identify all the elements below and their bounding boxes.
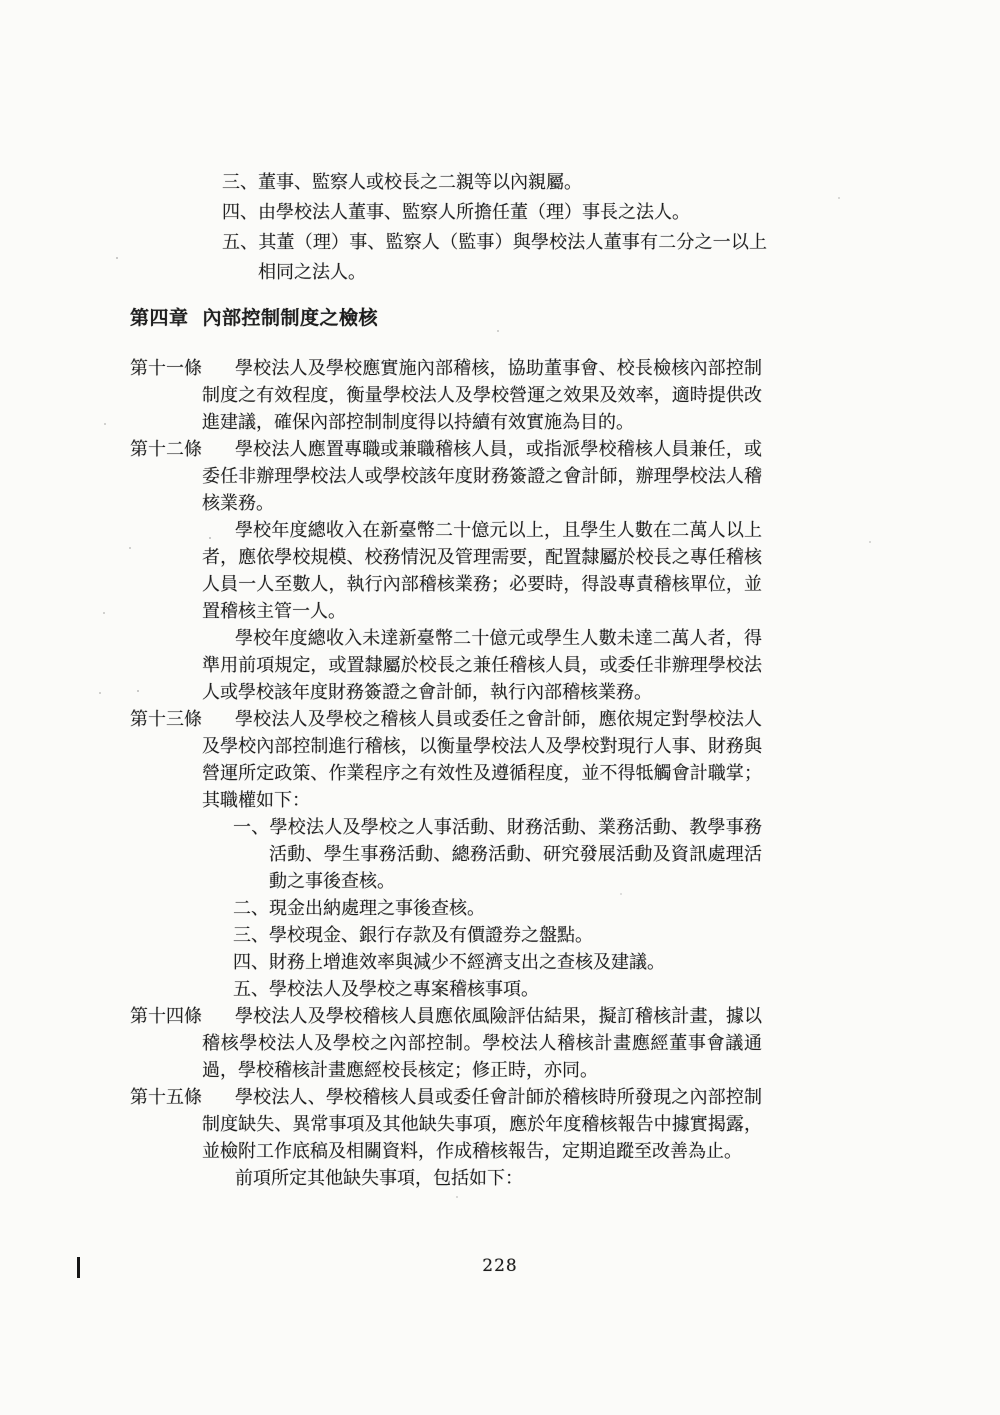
clause-label: 四、 bbox=[233, 952, 269, 973]
scan-speck bbox=[103, 612, 105, 614]
clause-item bbox=[233, 949, 762, 976]
clause-text: 學校法人及學校之專案稽核事項。 bbox=[269, 979, 539, 1000]
list-item-text: 由學校法人董事、監察人所擔任董（理）事長之法人。 bbox=[258, 202, 690, 223]
margin-mark bbox=[77, 1257, 80, 1278]
article-paragraph: 學校法人及學校之稽核人員或委任之會計師，應依規定對學校法人及學校內部控制進行稽核，以衡量學校法人及學校對現行人事、財務與營運所定政策、作業程序之有效性及遵循程度，並不得牴觸會計職掌；其職權如下： bbox=[202, 709, 762, 811]
article-11 bbox=[130, 355, 762, 436]
clause-label: 五、 bbox=[233, 979, 269, 1000]
list-item bbox=[222, 228, 767, 288]
article-13 bbox=[130, 706, 762, 1003]
clause-item bbox=[233, 922, 762, 949]
clause-item bbox=[233, 895, 762, 922]
clause-label: 二、 bbox=[233, 898, 269, 919]
scan-speck bbox=[838, 197, 840, 199]
scan-speck bbox=[104, 423, 106, 425]
article-paragraph: 學校年度總收入在新臺幣二十億元以上，且學生人數在二萬人以上者，應依學校規模、校務情況及管理需要，配置隸屬於校長之專任稽核人員一人至數人，執行內部稽核業務；必要時，得設專責稽核單位，並置稽核主管一人。 bbox=[202, 520, 762, 622]
clause-item bbox=[233, 814, 762, 895]
list-item bbox=[222, 168, 767, 198]
scan-speck bbox=[129, 547, 131, 549]
scan-speck bbox=[116, 257, 118, 259]
clause-text: 財務上增進效率與減少不經濟支出之查核及建議。 bbox=[269, 952, 665, 973]
article-paragraph: 學校法人應置專職或兼職稽核人員，或指派學校稽核人員兼任，或委任非辦理學校法人或學校該年度財務簽證之會計師，辦理學校法人稽核業務。 bbox=[202, 439, 762, 514]
chapter-heading bbox=[130, 303, 378, 330]
article-number: 第十四條 bbox=[130, 1006, 202, 1027]
article-12 bbox=[130, 436, 762, 706]
scan-speck bbox=[137, 690, 139, 692]
clause-item bbox=[233, 976, 762, 1003]
article-15 bbox=[130, 1084, 762, 1192]
list-item bbox=[222, 198, 767, 228]
article-paragraph: 學校法人及學校應實施內部稽核，協助董事會、校長檢核內部控制制度之有效程度，衡量學校法人及學校營運之效果及效率，適時提供改進建議，確保內部控制制度得以持續有效實施為目的。 bbox=[202, 358, 762, 433]
page-number: 228 bbox=[482, 1256, 518, 1276]
scan-speck bbox=[620, 893, 622, 895]
articles-section bbox=[130, 355, 762, 1192]
top-list bbox=[222, 168, 767, 288]
scan-speck bbox=[209, 537, 211, 539]
scan-speck bbox=[497, 330, 499, 332]
article-paragraph: 前項所定其他缺失事項，包括如下： bbox=[235, 1168, 523, 1189]
article-paragraph: 學校法人及學校稽核人員應依風險評估結果，擬訂稽核計畫，據以稽核學校法人及學校之內部控制。學校法人稽核計畫應經董事會議通過，學校稽核計畫應經校長核定；修正時，亦同。 bbox=[202, 1006, 762, 1081]
article-paragraph: 學校法人、學校稽核人員或委任會計師於稽核時所發現之內部控制制度缺失、異常事項及其他缺失事項，應於年度稽核報告中據實揭露，並檢附工作底稿及相關資料，作成稽核報告，定期追蹤至改善為止。 bbox=[202, 1087, 762, 1162]
article-number: 第十五條 bbox=[130, 1087, 202, 1108]
clause-text: 現金出納處理之事後查核。 bbox=[269, 898, 485, 919]
article-14 bbox=[130, 1003, 762, 1084]
list-item-label: 三、 bbox=[222, 172, 258, 193]
clause-text: 學校法人及學校之人事活動、財務活動、業務活動、教學事務活動、學生事務活動、總務活動、研究發展活動及資訊處理活動之事後查核。 bbox=[269, 817, 762, 892]
article-paragraph: 學校年度總收入未達新臺幣二十億元或學生人數未達二萬人者，得準用前項規定，或置隸屬於校長之兼任稽核人員，或委任非辦理學校法人或學校該年度財務簽證之會計師，執行內部稽核業務。 bbox=[202, 628, 762, 703]
scan-speck bbox=[869, 541, 871, 543]
chapter-title: 內部控制制度之檢核 bbox=[202, 307, 379, 329]
list-item-label: 五、 bbox=[222, 232, 259, 253]
clause-label: 一、 bbox=[233, 817, 270, 838]
chapter-number: 第四章 bbox=[130, 307, 189, 329]
list-item-text: 董事、監察人或校長之二親等以內親屬。 bbox=[258, 172, 582, 193]
clause-label: 三、 bbox=[233, 925, 269, 946]
clause-text: 學校現金、銀行存款及有價證券之盤點。 bbox=[269, 925, 593, 946]
scan-speck bbox=[99, 692, 101, 694]
list-item-text: 其董（理）事、監察人（監事）與學校法人董事有二分之一以上相同之法人。 bbox=[258, 232, 768, 283]
list-item-label: 四、 bbox=[222, 202, 258, 223]
article-number: 第十三條 bbox=[130, 709, 202, 730]
clause-list bbox=[233, 814, 762, 1003]
article-number: 第十二條 bbox=[130, 439, 202, 460]
article-number: 第十一條 bbox=[130, 358, 202, 379]
scan-speck bbox=[456, 1196, 458, 1198]
